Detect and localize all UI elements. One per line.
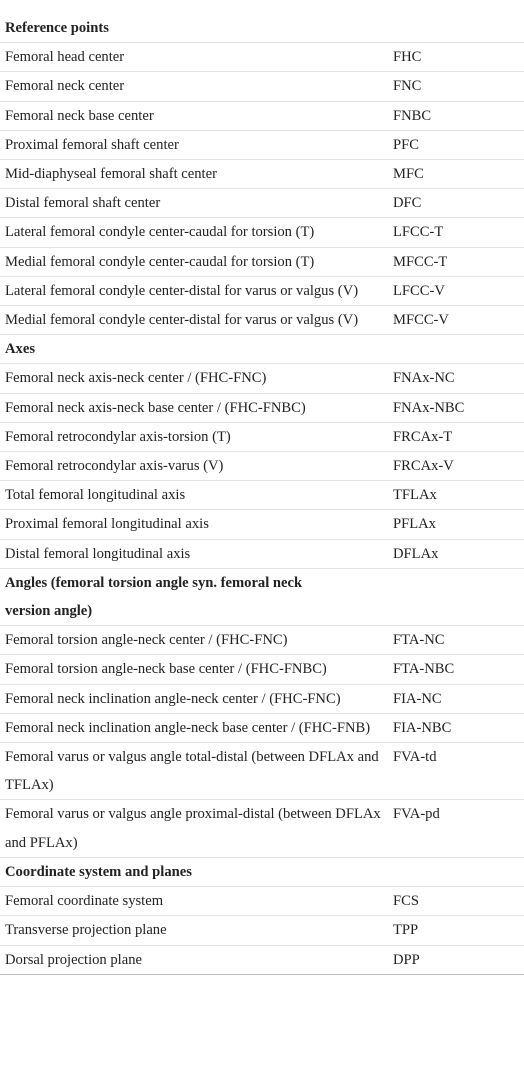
term-cell: Femoral retrocondylar axis-varus (V) (5, 458, 224, 475)
table-row (0, 394, 524, 423)
table-row (0, 946, 524, 975)
abbreviation-cell: PFC (393, 136, 419, 153)
abbreviation-cell: FIA-NBC (393, 719, 452, 736)
table-row (0, 131, 524, 160)
section-heading-text: Axes (5, 341, 35, 358)
abbreviation-cell: FRCAx-V (393, 458, 454, 475)
section-heading-text: Coordinate system and planes (5, 863, 192, 880)
term-cell: Lateral femoral condyle center-distal for varus or valgus (V) (5, 282, 359, 299)
term-cell: Femoral neck base center (5, 107, 154, 124)
table-row (0, 306, 524, 335)
abbreviation-cell: FTA-NC (393, 632, 445, 649)
term-cell: Medial femoral condyle center-caudal for torsion (T) (5, 253, 315, 270)
section-heading (0, 858, 524, 887)
table-row (0, 189, 524, 218)
table-row (0, 714, 524, 743)
table-row (0, 626, 524, 655)
abbreviation-cell: TFLAx (393, 487, 437, 504)
term-cell: Femoral coordinate system (5, 893, 164, 910)
term-cell: Total femoral longitudinal axis (5, 487, 186, 504)
table-row (0, 72, 524, 101)
abbreviation-cell: FCS (393, 893, 419, 910)
abbreviation-cell: PFLAx (393, 516, 436, 533)
term-cell: Femoral retrocondylar axis-torsion (T) (5, 428, 231, 445)
abbreviation-cell: MFCC-V (393, 312, 449, 329)
table-row (0, 248, 524, 277)
table-row (0, 685, 524, 714)
abbreviation-cell: TPP (393, 922, 419, 939)
term-cell: Femoral torsion angle-neck base center / (FHC-FNBC) (5, 661, 327, 678)
section-heading-text: Reference points (5, 20, 109, 36)
abbreviation-cell: FNAx-NBC (393, 399, 465, 416)
term-cell: Transverse projection plane (5, 922, 167, 939)
abbreviation-cell: FRCAx-T (393, 428, 453, 445)
table-row (0, 481, 524, 510)
term-cell: Lateral femoral condyle center-caudal for torsion (T) (5, 224, 315, 241)
table-row (0, 160, 524, 189)
abbreviation-cell: FTA-NBC (393, 661, 455, 678)
table-row (0, 887, 524, 916)
term-cell: Femoral varus or valgus angle total-distal (between DFLAx and TFLAx) (5, 749, 379, 794)
abbreviation-cell: LFCC-V (393, 282, 445, 299)
table-row (0, 452, 524, 481)
table-row (0, 916, 524, 945)
term-cell: Femoral neck center (5, 78, 125, 95)
term-cell: Proximal femoral shaft center (5, 136, 179, 153)
table-row (0, 510, 524, 539)
section-heading (0, 569, 524, 626)
table-row (0, 218, 524, 247)
table-row (0, 800, 524, 857)
term-cell: Proximal femoral longitudinal axis (5, 516, 209, 533)
table-row (0, 540, 524, 569)
term-cell: Medial femoral condyle center-distal for varus or valgus (V) (5, 312, 359, 329)
section-heading-text: Angles (femoral torsion angle syn. femoral neck version angle) (5, 574, 303, 620)
term-cell: Distal femoral shaft center (5, 195, 161, 212)
section-heading (0, 335, 524, 364)
abbreviation-cell: FNAx-NC (393, 370, 455, 387)
term-cell: Dorsal projection plane (5, 951, 142, 968)
term-cell: Femoral neck inclination angle-neck base center / (FHC-FNB) (5, 719, 371, 736)
section-heading (0, 14, 524, 43)
abbreviation-cell: FVA-pd (393, 806, 440, 823)
term-cell: Femoral head center (5, 49, 125, 66)
abbreviation-cell: LFCC-T (393, 224, 444, 241)
term-cell: Mid-diaphyseal femoral shaft center (5, 166, 217, 183)
term-cell: Femoral neck inclination angle-neck center / (FHC-FNC) (5, 690, 341, 707)
abbreviation-cell: FNC (393, 78, 422, 95)
table-row (0, 43, 524, 72)
term-cell: Femoral neck axis-neck base center / (FHC-FNBC) (5, 399, 306, 416)
table-row (0, 655, 524, 684)
abbreviation-cell: FIA-NC (393, 690, 442, 707)
table-row (0, 743, 524, 800)
abbreviation-cell: DFC (393, 195, 422, 212)
abbreviation-cell: MFCC-T (393, 253, 448, 270)
term-cell: Distal femoral longitudinal axis (5, 545, 191, 562)
table-row (0, 102, 524, 131)
table-row (0, 364, 524, 393)
abbreviation-cell: FHC (393, 49, 422, 66)
term-cell: Femoral torsion angle-neck center / (FHC-FNC) (5, 632, 288, 649)
abbreviation-cell: FNBC (393, 107, 432, 124)
term-cell: Femoral varus or valgus angle proximal-distal (between DFLAx and PFLAx) (5, 806, 381, 851)
table-row (0, 277, 524, 306)
term-cell: Femoral neck axis-neck center / (FHC-FNC) (5, 370, 267, 387)
abbreviation-cell: FVA-td (393, 749, 437, 766)
abbreviation-cell: DFLAx (393, 545, 439, 562)
abbreviation-cell: MFC (393, 166, 424, 183)
abbreviation-cell: DPP (393, 951, 420, 968)
table-row (0, 423, 524, 452)
